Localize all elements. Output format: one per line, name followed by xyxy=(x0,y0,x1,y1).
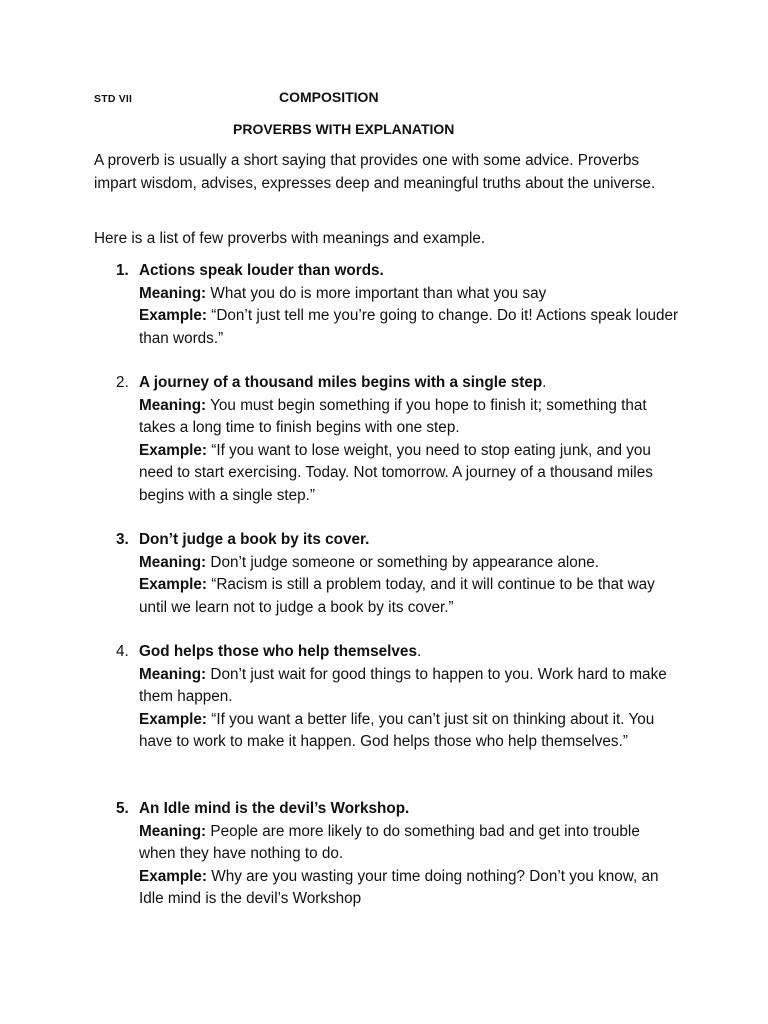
meaning-label: Meaning: xyxy=(139,396,207,414)
proverb-number: 2. xyxy=(116,374,129,391)
example-line xyxy=(139,574,679,619)
example-text: “Racism is still a problem today, and it will continue to be that way until we learn not to judge a book by its cover.” xyxy=(139,576,655,616)
example-line xyxy=(139,440,679,508)
proverb-item xyxy=(94,260,694,350)
example-label: Example: xyxy=(139,576,208,593)
proverb-heading xyxy=(139,260,679,283)
meaning-text: People are more likely to do something bad and get into trouble when they have nothing to do. xyxy=(139,822,640,862)
proverb-content xyxy=(139,529,679,619)
example-text: “If you want a better life, you can’t just sit on thinking about it. You have to work to make it happen. God helps those who help themselves.” xyxy=(139,710,655,750)
meaning-line xyxy=(139,395,679,440)
proverb-heading xyxy=(139,798,679,821)
meaning-label: Meaning: xyxy=(139,553,207,571)
example-text: “Don’t just tell me you’re going to change. Do it! Actions speak louder than words.” xyxy=(139,307,679,347)
proverb-number: 4. xyxy=(116,643,129,660)
proverb-number: 3. xyxy=(116,531,129,548)
example-label: Example: xyxy=(139,307,208,324)
proverb-item xyxy=(94,372,694,507)
example-label: Example: xyxy=(139,441,208,459)
meaning-text: You must begin something if you hope to finish it; something that takes a long time to finish begins with one step. xyxy=(139,396,647,436)
example-label: Example: xyxy=(139,867,208,885)
proverb-number: 5. xyxy=(116,800,129,817)
meaning-line xyxy=(139,283,679,306)
example-text: “If you want to lose weight, you need to stop eating junk, and you need to start exercising. Today. Not tomorrow. A journey of a thousand miles begins with a single step.” xyxy=(139,441,653,504)
proverb-suffix: . xyxy=(542,374,547,391)
proverb-item xyxy=(94,798,694,911)
proverb-text: God helps those who help themselves xyxy=(139,643,417,660)
example-text: Why are you wasting your time doing nothing? Don’t you know, an Idle mind is the devil’s Workshop xyxy=(139,867,659,907)
proverb-content xyxy=(139,641,679,754)
meaning-label: Meaning: xyxy=(139,284,207,302)
proverb-text: An Idle mind is the devil’s Workshop. xyxy=(139,800,410,817)
example-line xyxy=(139,709,679,754)
proverb-text: Don’t judge a book by its cover. xyxy=(139,531,370,548)
proverb-heading xyxy=(139,641,679,664)
proverb-text: Actions speak louder than words. xyxy=(139,262,384,279)
meaning-label: Meaning: xyxy=(139,822,207,840)
proverb-heading xyxy=(139,529,679,552)
proverb-item xyxy=(94,641,694,754)
proverb-content xyxy=(139,798,679,911)
proverb-content xyxy=(139,372,679,507)
list-intro-paragraph: Here is a list of few proverbs with meanings and example. xyxy=(94,230,486,247)
example-line xyxy=(139,305,679,350)
meaning-line xyxy=(139,821,679,866)
page-title: COMPOSITION xyxy=(279,89,379,105)
proverb-number: 1. xyxy=(116,262,129,279)
proverb-text: A journey of a thousand miles begins with a single step xyxy=(139,374,543,391)
meaning-text: Don’t just wait for good things to happen to you. Work hard to make them happen. xyxy=(139,665,667,705)
meaning-line xyxy=(139,664,679,709)
example-line xyxy=(139,866,679,911)
page-subtitle: PROVERBS WITH EXPLANATION xyxy=(233,121,455,137)
proverb-content xyxy=(139,260,679,350)
intro-paragraph: A proverb is usually a short saying that provides one with some advice. Proverbs impart wisdom, advises, expresses deep and meaningful truths about the universe. xyxy=(94,152,656,192)
meaning-label: Meaning: xyxy=(139,665,207,683)
proverb-heading xyxy=(139,372,679,395)
example-label: Example: xyxy=(139,710,208,728)
proverb-suffix: . xyxy=(416,643,422,660)
meaning-text: Don’t judge someone or something by appearance alone. xyxy=(210,553,600,571)
meaning-text: What you do is more important than what you say xyxy=(210,284,547,302)
proverb-item xyxy=(94,529,694,619)
meaning-line xyxy=(139,552,679,575)
class-label: STD VII xyxy=(94,93,133,105)
